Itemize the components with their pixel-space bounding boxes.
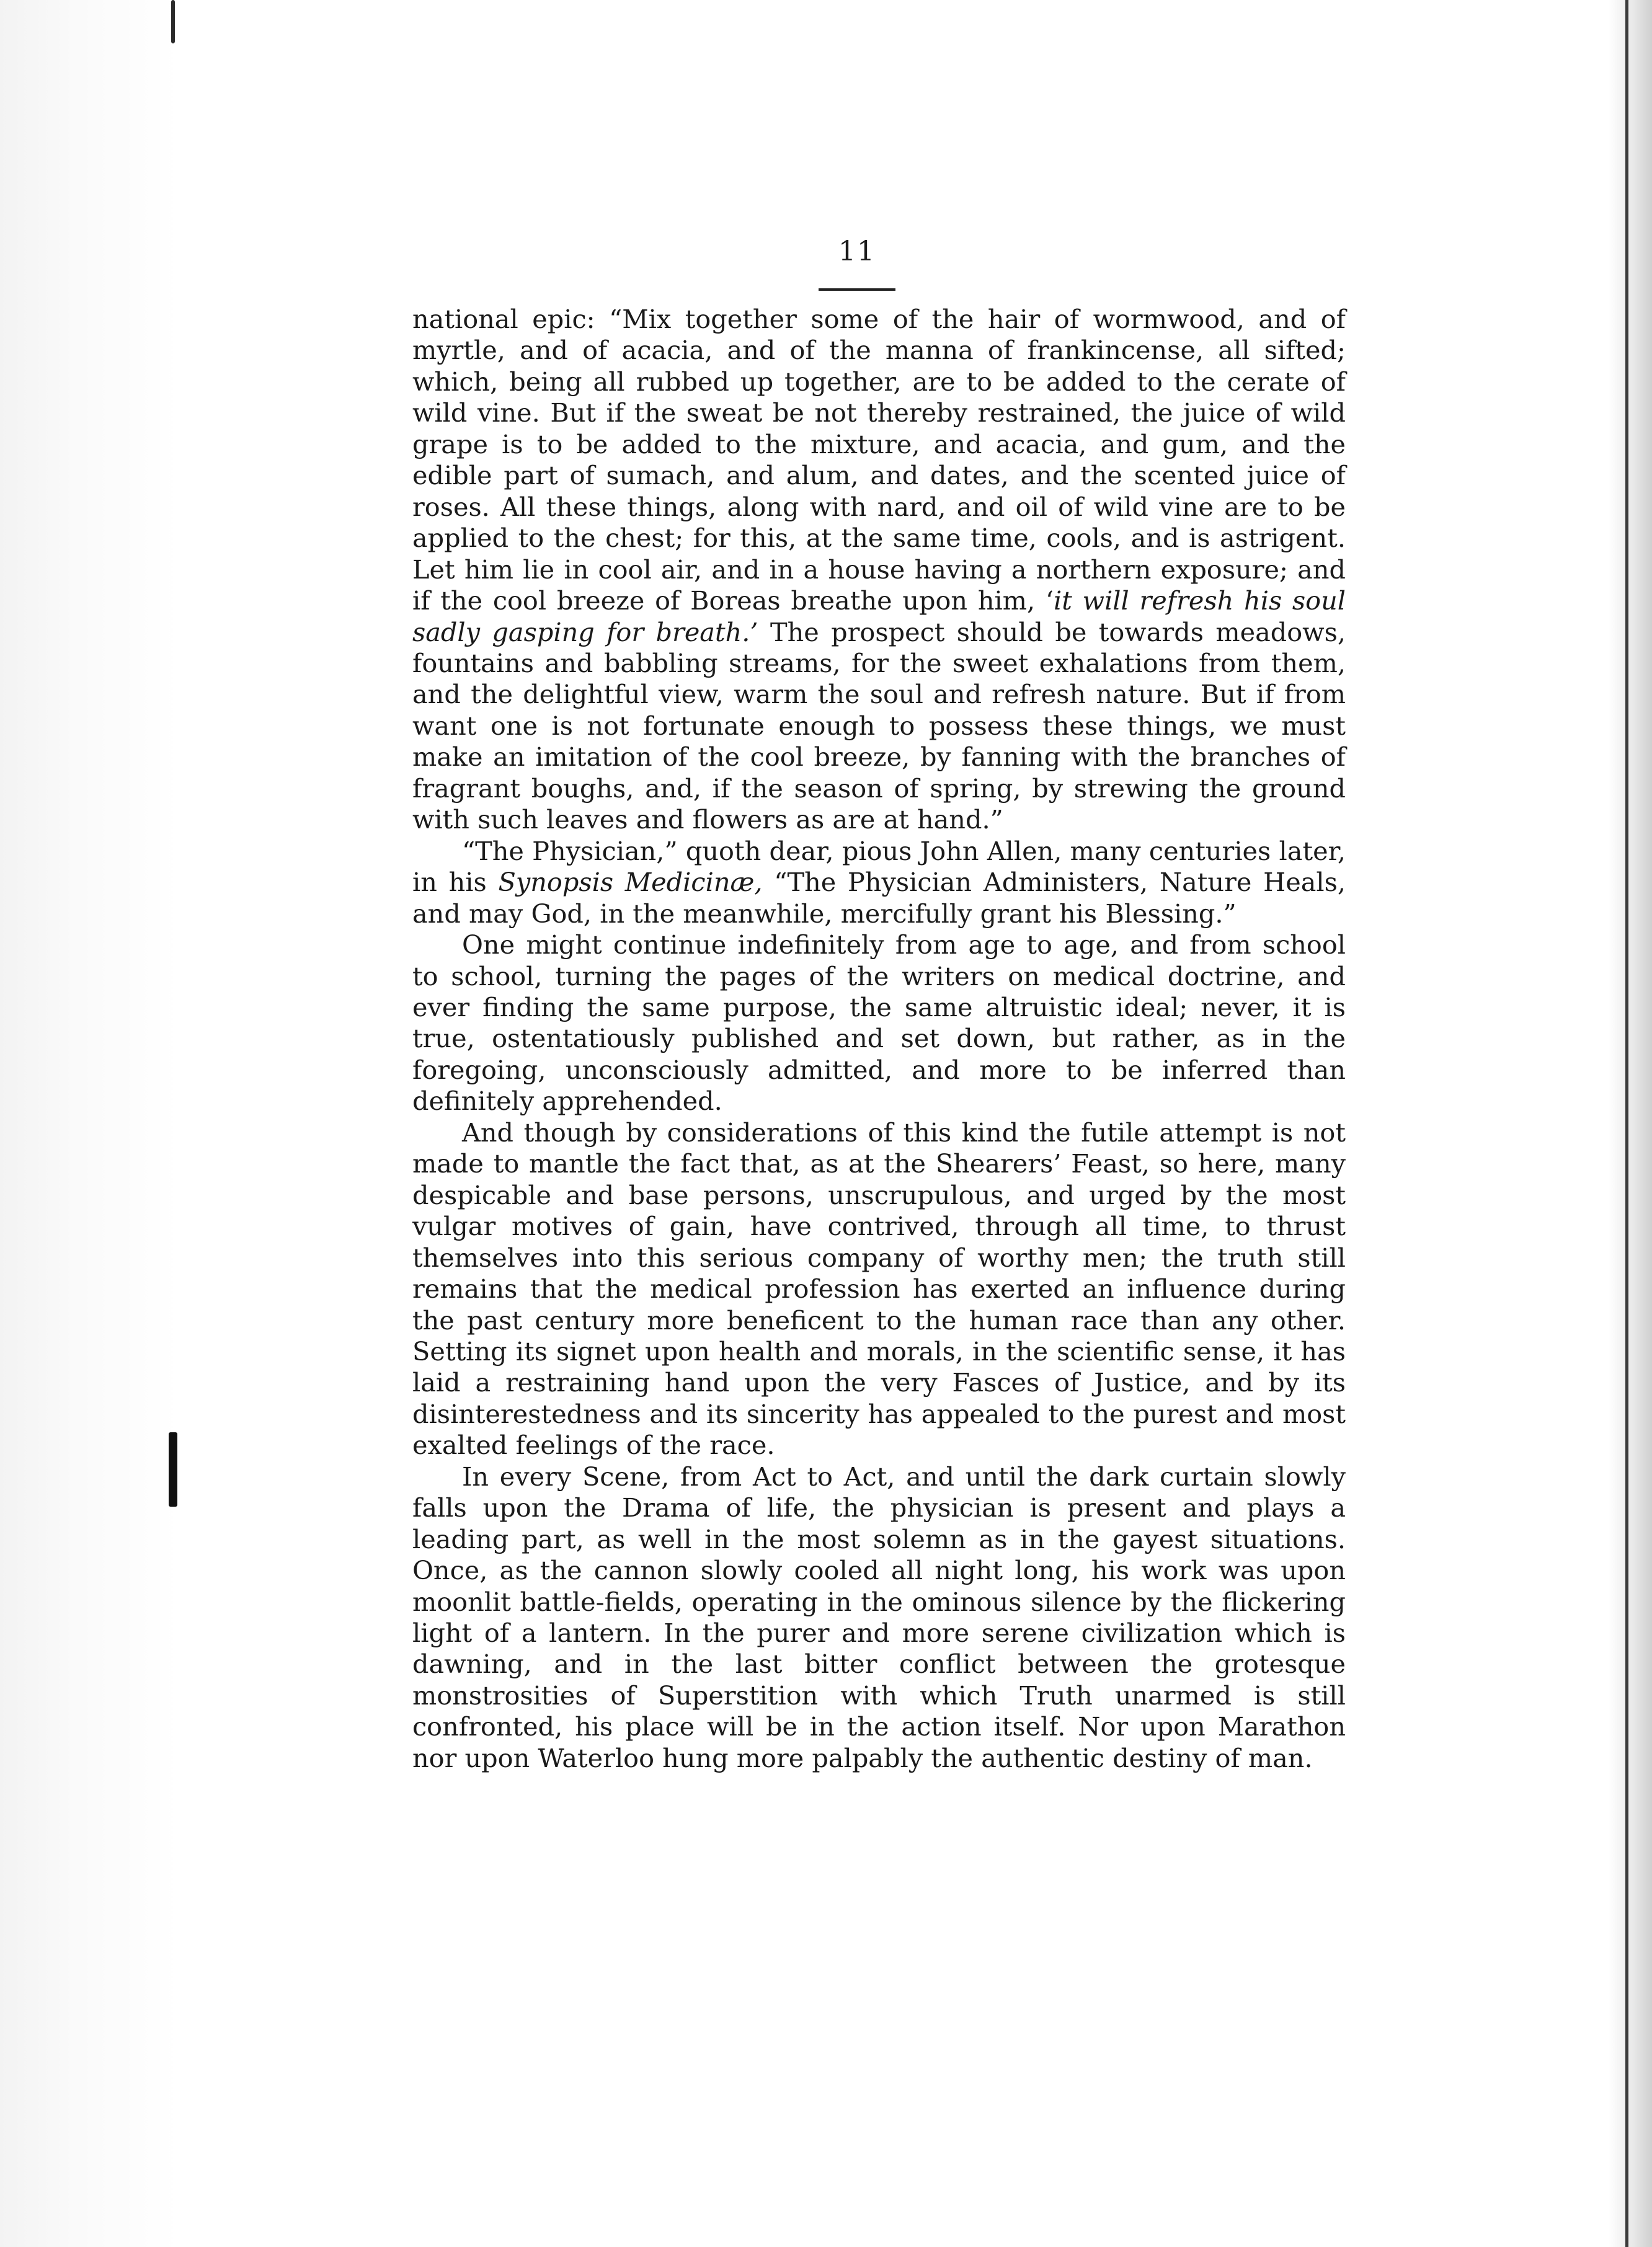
page-number-rule bbox=[819, 288, 895, 291]
paragraph bbox=[412, 929, 1346, 1117]
page-number: 11 bbox=[838, 236, 876, 267]
binding-edge-shadow bbox=[0, 0, 180, 2247]
binding-mark-top bbox=[171, 0, 175, 43]
body-text bbox=[412, 304, 1346, 1774]
paragraph bbox=[412, 1461, 1346, 1775]
text-run: “The Physician,” quoth dear, pious John Allen, many centuries later, in his bbox=[412, 836, 1346, 898]
paragraph bbox=[412, 1117, 1346, 1461]
text-run: In every Scene, from Act to Act, and until the dark curtain slowly falls upon the Drama of life, the physician is present and plays a leading part, as well in the most solemn as in the gayest situations. Once, as the cannon slowly cooled all night long, his work was upon moonlit battle-fields, operating in the ominous silence by the flickering light of a lantern. In the purer and more serene civilization which is dawning, and in the last bitter conflict between the grotesque monstrosities of Superstition with which Truth unarmed is still confronted, his place will be in the action itself. Nor upon Marathon nor upon Waterloo hung more palpably the authentic destiny of man. bbox=[412, 1461, 1346, 1773]
text-run: One might continue indefinitely from age to age, and from school to school, turning the pages of the writers on medical doctrine, and ever finding the same purpose, the same altruistic ideal; never, it is true, ostentatiously published and set down, but rather, as in the foregoing, unconsciously admitted, and more to be inferred than definitely apprehended. bbox=[412, 930, 1346, 1117]
text-run: national epic: “Mix together some of the hair of wormwood, and of myrtle, and of acacia, and of the manna of frankincense, all sifted; which, being all rubbed up together, are to be added to the cerate of wild vine. But if the sweat be not thereby restrained, the juice of wild grape is to be added to the mixture, and acacia, and gum, and the edible part of sumach, and alum, and dates, and the scented juice of roses. All these things, along with nard, and oil of wild vine are to be applied to the chest; for this, at the same time, cools, and is astrigent. Let him lie in cool air, and in a house having a northern exposure; and if the cool breeze of Boreas breathe upon him, ‘ bbox=[412, 304, 1346, 616]
italic-text: Synopsis Medicinæ, bbox=[498, 867, 763, 898]
page-right-edge bbox=[1609, 0, 1652, 2247]
text-run: “The Physician Administers, Nature Heals, and may God, in the meanwhile, mercifully grant his Blessing.” bbox=[412, 867, 1346, 929]
paragraph bbox=[412, 304, 1346, 836]
text-run: The prospect should be towards meadows, fountains and babbling streams, for the sweet exhalations from them, and the delightful view, warm the soul and refresh nature. But if from want one is not fortunate enough to possess these things, we must make an imitation of the cool breeze, by fanning with the branches of fragrant boughs, and, if the season of spring, by strewing the ground with such leaves and flowers as are at hand.” bbox=[412, 617, 1346, 835]
page-right-edge-line bbox=[1625, 0, 1628, 2247]
italic-text: it will refresh his soul sadly gasping for breath.’ bbox=[412, 586, 1346, 647]
text-run: And though by considerations of this kind the futile attempt is not made to mantle the fact that, as at the Shearers’ Feast, so here, many despicable and base persons, unscrupulous, and urged by the most vulgar motives of gain, have contrived, through all time, to thrust themselves into this serious company of worthy men; the truth still remains that the medical profession has exerted an influence during the past century more beneficent to the human race than any other. Setting its signet upon health and morals, in the scientific sense, it has laid a restraining hand upon the very Fasces of Justice, and by its disinterestedness and its sincerity has appealed to the purest and most exalted feelings of the race. bbox=[412, 1117, 1346, 1461]
paragraph bbox=[412, 836, 1346, 929]
binding-mark-middle bbox=[169, 1432, 177, 1507]
